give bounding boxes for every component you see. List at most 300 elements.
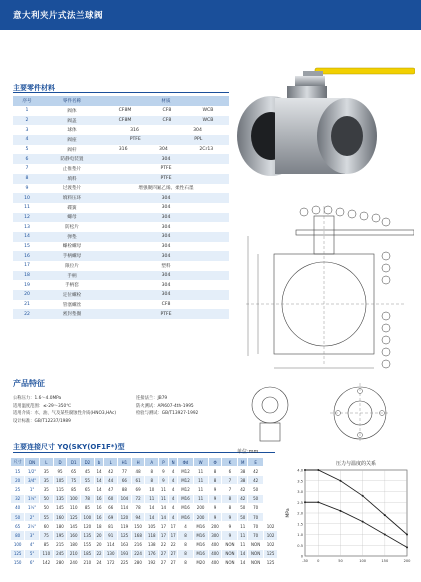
parts-row xyxy=(13,290,229,300)
chart-ytick-label: 4.0 xyxy=(297,468,303,473)
dims-cell: 100 xyxy=(81,512,95,521)
dims-header-cell: DN xyxy=(25,458,40,467)
part-name: 手柄套 xyxy=(65,283,79,289)
dims-cell: 7 xyxy=(222,485,238,494)
section-drawing xyxy=(236,196,414,381)
flange-drawing xyxy=(240,383,412,445)
dims-cell: M12 xyxy=(178,467,193,476)
dims-cell: 38 xyxy=(238,476,248,485)
dims-cell: 16 xyxy=(94,494,104,503)
dims-cell: 3/4" xyxy=(25,476,40,485)
material-value: 304 xyxy=(161,234,171,240)
dims-header-cell: L xyxy=(104,458,118,467)
part-name: 碟簧 xyxy=(67,205,77,211)
dims-row xyxy=(11,522,278,531)
dims-cell: 150 xyxy=(11,558,25,567)
chart-ytick-label: 1.0 xyxy=(297,533,303,537)
material-value: WCB xyxy=(202,108,214,114)
part-no: 13 xyxy=(24,224,30,230)
dims-cell: 110 xyxy=(67,503,81,512)
dims-cell: M16 xyxy=(178,503,193,512)
dims-header-cell: b xyxy=(94,458,104,467)
dims-cell: 40 xyxy=(11,503,25,512)
dims-cell: 100 xyxy=(11,540,25,549)
dims-cell: 176 xyxy=(145,549,159,558)
material-value: 304 xyxy=(161,214,171,220)
part-material xyxy=(103,135,229,145)
dims-cell: 172 xyxy=(104,558,118,567)
dims-cell: 14 xyxy=(238,549,248,558)
dims-cell: 105 xyxy=(53,476,67,485)
material-value: 304 xyxy=(161,282,171,288)
dims-header-cell: D1 xyxy=(67,458,81,467)
dims-cell: 20 xyxy=(11,476,25,485)
dims-cell: 55 xyxy=(39,512,53,521)
part-no: 2 xyxy=(13,116,41,126)
part-no: 22 xyxy=(13,309,41,319)
dims-row xyxy=(11,503,278,512)
dims-cell: 4 xyxy=(168,476,178,485)
dims-cell: 11 xyxy=(145,494,159,503)
dims-cell: 50 xyxy=(11,512,25,521)
dims-cell: 119 xyxy=(118,522,132,531)
dims-cell: 224 xyxy=(131,549,145,558)
part-material xyxy=(103,193,229,203)
dims-cell: 10 xyxy=(145,485,159,494)
material-value: WCB xyxy=(202,118,214,124)
dims-cell: NON xyxy=(222,549,238,558)
dims-cell: 94 xyxy=(131,512,145,521)
dims-header-cell: H xyxy=(131,458,145,467)
material-value: 304 xyxy=(161,292,171,298)
dims-cell: 42 xyxy=(248,467,264,476)
part-name: 填料 xyxy=(41,174,103,184)
dims-cell: 20 xyxy=(94,531,104,540)
dims-cell: 17 xyxy=(168,522,178,531)
material-value: PTFE xyxy=(160,311,172,317)
dims-cell: 125 xyxy=(118,531,132,540)
dims-cell: 11 xyxy=(159,485,169,494)
dims-cell: 20 xyxy=(94,540,104,549)
part-name: 手柄 xyxy=(41,271,103,281)
dims-cell: 104 xyxy=(118,494,132,503)
parts-row xyxy=(13,271,229,281)
part-no: 10 xyxy=(13,193,41,203)
part-material xyxy=(103,309,229,319)
dims-cell: 50 xyxy=(238,503,248,512)
chart-point xyxy=(317,501,319,503)
part-name: 限位片 xyxy=(65,263,79,269)
chart-ytick-label: 3.5 xyxy=(297,479,303,484)
dims-cell: 8 xyxy=(145,476,159,485)
dims-cell: 138 xyxy=(145,540,159,549)
part-material xyxy=(103,154,229,164)
dims-cell: 114 xyxy=(104,540,118,549)
part-name: 填料压环 xyxy=(41,193,103,203)
dims-cell: 15 xyxy=(11,467,25,476)
parts-row xyxy=(13,309,229,319)
chart-point xyxy=(384,534,386,536)
dims-row xyxy=(11,531,278,540)
dims-cell: 61 xyxy=(131,476,145,485)
parts-row xyxy=(13,232,229,242)
features-right xyxy=(136,395,198,418)
dims-cell: 14 xyxy=(94,467,104,476)
material-value: PTFE xyxy=(160,176,172,182)
dims-cell: 200 xyxy=(193,503,208,512)
part-material xyxy=(103,251,229,261)
dims-cell: 125 xyxy=(11,549,25,558)
dims-cell: 9 xyxy=(222,512,238,521)
dims-row xyxy=(11,558,278,567)
material-value: PPL xyxy=(194,137,203,143)
dims-cell: 8 xyxy=(222,494,238,503)
dims-header-cell: Φ xyxy=(208,458,222,467)
dims-cell: 9 xyxy=(159,476,169,485)
dims-cell: 4 xyxy=(168,485,178,494)
dims-cell: 8 xyxy=(208,467,222,476)
dims-cell: 47 xyxy=(104,485,118,494)
dims-cell: 195 xyxy=(53,531,67,540)
dims-cell: 114 xyxy=(118,503,132,512)
dims-cell: 60 xyxy=(104,494,118,503)
dims-cell: 4 xyxy=(178,522,193,531)
dims-header-cell: E xyxy=(248,458,264,467)
dims-header-cell: W xyxy=(193,458,208,467)
dims-cell: 225 xyxy=(118,558,132,567)
dims-cell: 9 xyxy=(208,485,222,494)
dims-cell: 280 xyxy=(131,558,145,567)
dims-cell: 70 xyxy=(248,522,264,531)
dims-cell: 2½" xyxy=(25,522,40,531)
dims-cell: 14 xyxy=(94,485,104,494)
dims-cell: 180 xyxy=(67,540,81,549)
dims-header-cell: 尺寸 xyxy=(11,458,25,467)
dims-cell: 35 xyxy=(39,476,53,485)
part-material xyxy=(103,232,229,242)
dims-cell: 6" xyxy=(25,558,40,567)
dims-cell: 11 xyxy=(238,531,248,540)
chart-xtick-label: 0 xyxy=(317,559,320,563)
unit-label: 单位:mm xyxy=(237,449,259,455)
dims-cell: 14 xyxy=(94,476,104,485)
part-material xyxy=(103,213,229,223)
dims-cell: NON xyxy=(248,549,264,558)
dims-cell: 27 xyxy=(168,558,178,567)
feature-item: 防火测试：API607-4th-1995 xyxy=(136,403,194,409)
dims-cell: M16 xyxy=(193,549,208,558)
part-no: 16 xyxy=(13,251,41,261)
material-value: PTFE xyxy=(160,166,172,172)
parts-section-rule xyxy=(13,92,229,93)
features-title: 产品特征 xyxy=(13,379,45,388)
dims-header-cell: H1 xyxy=(118,458,132,467)
dims-cell: 42 xyxy=(238,494,248,503)
dims-cell: 4 xyxy=(168,512,178,521)
dims-cell: 100 xyxy=(67,494,81,503)
product-photo xyxy=(235,66,415,181)
part-name: 定位螺栓 xyxy=(41,290,103,300)
parts-row xyxy=(13,300,229,310)
dims-cell: 78 xyxy=(131,503,145,512)
dims-cell: 65 xyxy=(81,485,95,494)
part-name: 手柄螺母 xyxy=(41,251,103,261)
dims-cell: 14 xyxy=(145,512,159,521)
dims-cell: 50 xyxy=(39,503,53,512)
dims-section-rule xyxy=(13,452,275,453)
material-value: 304 xyxy=(161,273,171,279)
part-name: 阀体 xyxy=(67,108,77,114)
part-no: 15 xyxy=(24,243,30,249)
material-value: 增强聚四氟乙烯、柔性石墨 xyxy=(138,186,194,192)
feature-item: 连接法兰：JB79 xyxy=(136,396,168,401)
dims-row xyxy=(11,485,278,494)
dims-cell: 66 xyxy=(118,476,132,485)
chart-xtick-label: -30 xyxy=(302,559,308,563)
chart-point xyxy=(384,514,386,516)
feature-item: 适用温度范围：≤-29～350℃ xyxy=(13,403,72,409)
dims-cell: 50 xyxy=(248,485,264,494)
material-value: 304 xyxy=(161,253,171,259)
parts-row xyxy=(13,280,229,290)
dims-cell: 9 xyxy=(208,494,222,503)
material-value: 304 xyxy=(161,243,171,249)
dims-cell: 3" xyxy=(25,531,40,540)
dims-row xyxy=(11,512,278,521)
chart-point xyxy=(406,534,408,536)
dims-cell: 60 xyxy=(39,522,53,531)
chart-point xyxy=(304,501,306,503)
dims-cell: 22 xyxy=(159,540,169,549)
dims-cell: 17 xyxy=(159,522,169,531)
dims-cell: 4 xyxy=(168,467,178,476)
chart-ytick-label: 3.0 xyxy=(297,490,303,494)
dims-cell: 4 xyxy=(168,494,178,503)
dims-cell: 66 xyxy=(104,503,118,512)
chart-point xyxy=(339,510,341,512)
parts-row xyxy=(13,164,229,174)
part-material xyxy=(103,184,229,194)
parts-section-title: 主要零件材料 xyxy=(13,84,55,92)
dims-cell: 110 xyxy=(39,549,53,558)
material-value: 316 xyxy=(118,147,128,153)
part-name: 螺母 xyxy=(41,213,103,223)
dims-header-cell: N xyxy=(168,458,178,467)
material-value: 316 xyxy=(130,127,139,133)
dims-cell: 45 xyxy=(81,467,95,476)
material-value: CF8 xyxy=(161,302,171,308)
part-no: 18 xyxy=(13,271,41,281)
dims-cell: 88 xyxy=(118,485,132,494)
parts-row xyxy=(13,145,229,155)
dims-cell: 44 xyxy=(104,476,118,485)
part-name: 螺栓螺母 xyxy=(62,244,82,250)
dims-cell: 150 xyxy=(131,522,145,531)
part-no: 21 xyxy=(24,302,30,308)
dims-cell: 120 xyxy=(118,512,132,521)
material-value: 304 xyxy=(161,205,171,211)
dims-cell: 4" xyxy=(25,540,40,549)
part-material xyxy=(103,125,229,135)
dims-cell: 85 xyxy=(39,540,53,549)
dims-cell: 160 xyxy=(67,531,81,540)
dims-cell: 35 xyxy=(39,467,53,476)
dims-cell: 192 xyxy=(145,558,159,567)
part-material xyxy=(103,280,229,290)
part-name: 球体 xyxy=(67,128,77,134)
dims-cell: 8 xyxy=(208,476,222,485)
chart-point xyxy=(317,469,319,471)
dims-cell: 5" xyxy=(25,549,40,558)
dims-header-cell: K xyxy=(222,458,238,467)
dims-cell: NON xyxy=(248,558,264,567)
dims-cell: NON xyxy=(222,558,238,567)
dims-cell: 38 xyxy=(238,467,248,476)
dims-cell: 180 xyxy=(53,522,67,531)
dims-row xyxy=(11,467,278,476)
parts-header-name: 零件名称 xyxy=(41,96,103,106)
dims-cell: 193 xyxy=(118,549,132,558)
dims-row xyxy=(11,476,278,485)
dims-cell: 1/2" xyxy=(25,467,40,476)
dims-row xyxy=(11,549,278,558)
dims-cell: 27 xyxy=(159,558,169,567)
dims-cell: 14 xyxy=(145,503,159,512)
part-material xyxy=(103,116,229,126)
dims-cell: 85 xyxy=(81,503,95,512)
dims-cell: 8 xyxy=(178,558,193,567)
part-no: 17 xyxy=(24,263,30,269)
part-no: 3 xyxy=(25,127,29,133)
dims-table xyxy=(10,457,278,568)
dims-cell: 400 xyxy=(208,558,222,567)
dims-cell: 11 xyxy=(193,467,208,476)
parts-table xyxy=(13,96,229,319)
material-value: 2Cr13 xyxy=(199,147,214,153)
dims-cell: 11 xyxy=(159,494,169,503)
part-material xyxy=(103,222,229,232)
part-no: 11 xyxy=(24,205,30,211)
dims-cell: 24 xyxy=(94,558,104,567)
chart-ylabel: MPa xyxy=(286,508,291,518)
dims-cell: 4 xyxy=(168,503,178,512)
part-name: 密封垫圈 xyxy=(41,309,103,319)
part-no: 8 xyxy=(13,174,41,184)
chart-title: 压力与温度的关系 xyxy=(335,461,377,467)
feature-item: 适用介质：水、油、气及某些腐蚀性介质(HNO3,HAc) xyxy=(13,411,117,416)
dims-cell: 200 xyxy=(193,512,208,521)
material-value: 304 xyxy=(193,127,202,133)
features-left xyxy=(13,395,116,425)
dims-header-cell: A xyxy=(145,458,159,467)
chart-ytick-label: 0 xyxy=(300,554,303,559)
dims-cell: 130 xyxy=(104,549,118,558)
part-material xyxy=(103,271,229,281)
dims-cell: 17 xyxy=(159,531,169,540)
dims-cell: 48 xyxy=(131,467,145,476)
material-value: CF8M xyxy=(118,108,132,114)
parts-header-material: 材质 xyxy=(103,96,229,106)
material-value: CF8M xyxy=(118,118,132,124)
material-value: PTFE xyxy=(129,137,141,143)
parts-row xyxy=(13,242,229,252)
dims-cell: 400 xyxy=(208,540,222,549)
parts-row xyxy=(13,154,229,164)
dims-cell: 14 xyxy=(238,558,248,567)
dims-table-body xyxy=(11,467,278,568)
dims-cell: 70 xyxy=(248,512,264,521)
dims-cell: 69 xyxy=(104,512,118,521)
dims-cell: M12 xyxy=(178,476,193,485)
part-no: 6 xyxy=(13,154,41,164)
dims-cell: 72 xyxy=(131,494,145,503)
dims-cell: 280 xyxy=(53,558,67,567)
part-material xyxy=(103,300,229,310)
dims-cell: 210 xyxy=(81,558,95,567)
dims-cell: 11 xyxy=(238,522,248,531)
dims-cell: M12 xyxy=(178,485,193,494)
dims-cell: M16 xyxy=(178,494,193,503)
dims-cell: NON xyxy=(248,540,264,549)
parts-row xyxy=(13,106,229,116)
part-name: 防静电装置 xyxy=(41,154,103,164)
dims-row xyxy=(11,494,278,503)
parts-row xyxy=(13,184,229,194)
dims-cell: 9 xyxy=(208,503,222,512)
parts-row xyxy=(13,251,229,261)
part-no: 19 xyxy=(24,282,30,288)
parts-row xyxy=(13,261,229,271)
dims-cell: 55 xyxy=(81,476,95,485)
chart-point xyxy=(362,495,364,497)
part-material xyxy=(103,261,229,271)
dims-cell: 16 xyxy=(94,503,104,512)
dims-cell: 245 xyxy=(53,549,67,558)
dims-cell: 1" xyxy=(25,485,40,494)
dims-cell: 17 xyxy=(168,531,178,540)
dims-cell: 65 xyxy=(67,467,81,476)
part-material xyxy=(103,203,229,213)
dims-cell: 1½" xyxy=(25,503,40,512)
dims-cell: 27 xyxy=(168,549,178,558)
part-name: 管塞螺丝 xyxy=(62,302,82,308)
dims-cell: 115 xyxy=(53,485,67,494)
dims-cell: 215 xyxy=(53,540,67,549)
dims-cell: 42 xyxy=(238,485,248,494)
dims-cell: 8 xyxy=(178,540,193,549)
dims-row xyxy=(11,540,278,549)
dims-cell: 210 xyxy=(67,549,81,558)
part-name: 阀座 xyxy=(41,135,103,145)
dims-cell: 35 xyxy=(39,485,53,494)
dims-cell: 75 xyxy=(39,531,53,540)
part-material xyxy=(103,174,229,184)
dims-cell: 11 xyxy=(193,476,208,485)
dims-header-cell: L xyxy=(39,458,53,467)
parts-table-body xyxy=(13,106,229,319)
pressure-temperature-chart xyxy=(283,456,415,574)
dims-cell: 160 xyxy=(53,512,67,521)
material-value: 304 xyxy=(159,147,168,153)
dims-cell: 80 xyxy=(11,531,25,540)
dims-cell: 95 xyxy=(53,467,67,476)
part-no: 4 xyxy=(13,135,41,145)
dims-cell: M20 xyxy=(193,558,208,567)
dims-cell: 50 xyxy=(248,494,264,503)
dims-cell: 120 xyxy=(81,522,95,531)
dims-cell: M16 xyxy=(193,540,208,549)
material-value: 304 xyxy=(161,195,171,201)
